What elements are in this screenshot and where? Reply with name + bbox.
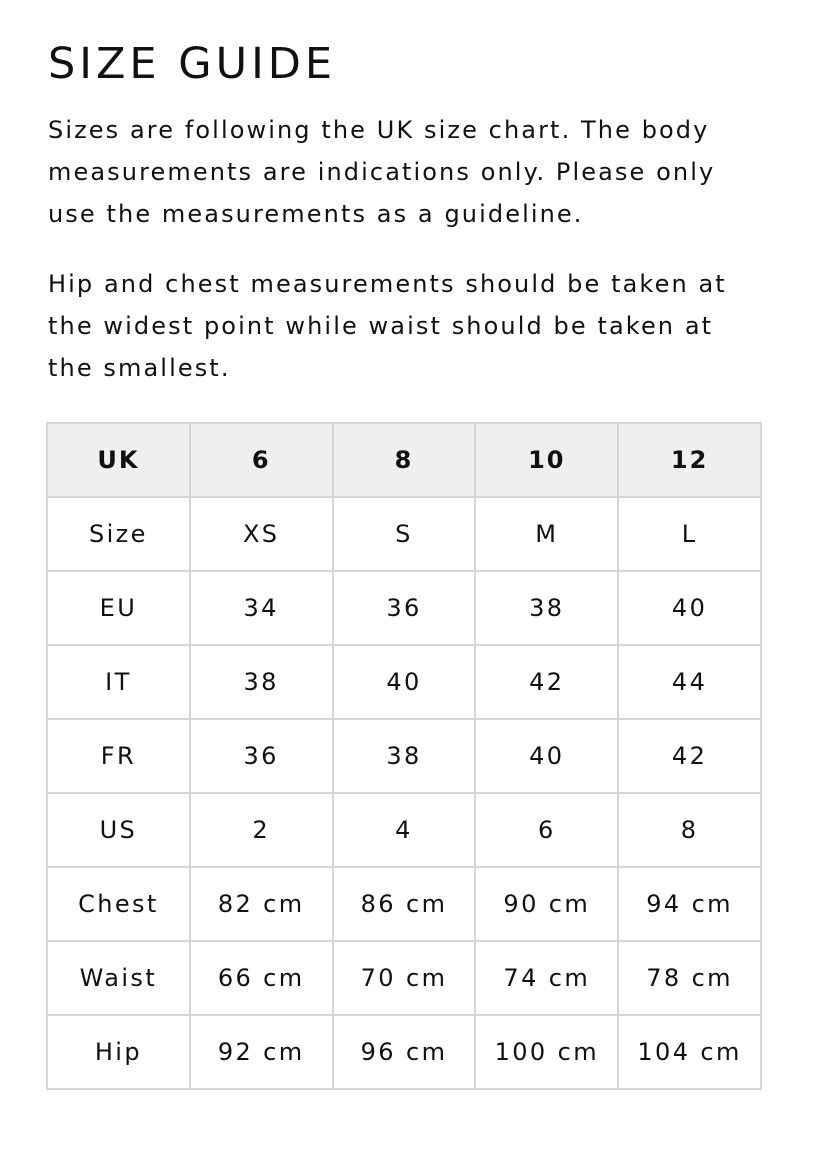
- table-cell: 96 cm: [333, 1015, 476, 1089]
- size-guide-content: [48, 36, 768, 389]
- table-row-eu: [47, 571, 761, 645]
- header-cell-12: 12: [618, 423, 761, 497]
- table-cell: 40: [333, 645, 476, 719]
- header-cell-10: 10: [475, 423, 618, 497]
- table-cell: 42: [475, 645, 618, 719]
- table-cell: 78 cm: [618, 941, 761, 1015]
- size-table: [46, 422, 762, 1090]
- table-cell: L: [618, 497, 761, 571]
- table-cell: 82 cm: [190, 867, 333, 941]
- table-cell: 86 cm: [333, 867, 476, 941]
- table-row-size: [47, 497, 761, 571]
- table-cell: 38: [475, 571, 618, 645]
- measuring-paragraph: Hip and chest measurements should be taken at the widest point while waist should be taken at the smallest.: [48, 270, 727, 382]
- table-cell: S: [333, 497, 476, 571]
- header-cell-6: 6: [190, 423, 333, 497]
- table-cell: 74 cm: [475, 941, 618, 1015]
- table-cell: 94 cm: [618, 867, 761, 941]
- table-cell: M: [475, 497, 618, 571]
- table-cell: 6: [475, 793, 618, 867]
- row-label-chest: Chest: [47, 867, 190, 941]
- table-cell: 4: [333, 793, 476, 867]
- table-row-fr: [47, 719, 761, 793]
- row-label-eu: EU: [47, 571, 190, 645]
- table-cell: 92 cm: [190, 1015, 333, 1089]
- table-cell: 34: [190, 571, 333, 645]
- size-table-container: [46, 422, 762, 1090]
- table-row-us: [47, 793, 761, 867]
- header-cell-8: 8: [333, 423, 476, 497]
- row-label-hip: Hip: [47, 1015, 190, 1089]
- table-row-chest: [47, 867, 761, 941]
- table-cell: 40: [475, 719, 618, 793]
- table-cell: 100 cm: [475, 1015, 618, 1089]
- table-cell: 42: [618, 719, 761, 793]
- table-cell: 38: [190, 645, 333, 719]
- table-row-waist: [47, 941, 761, 1015]
- table-cell: 2: [190, 793, 333, 867]
- table-cell: 36: [190, 719, 333, 793]
- row-label-waist: Waist: [47, 941, 190, 1015]
- table-cell: XS: [190, 497, 333, 571]
- intro-paragraph: Sizes are following the UK size chart. The body measurements are indications only. Please only use the measurements as a guideline.: [48, 116, 716, 228]
- table-cell: 70 cm: [333, 941, 476, 1015]
- header-cell-uk: UK: [47, 423, 190, 497]
- row-label-fr: FR: [47, 719, 190, 793]
- row-label-size: Size: [47, 497, 190, 571]
- table-cell: 66 cm: [190, 941, 333, 1015]
- table-header-row: [47, 423, 761, 497]
- row-label-us: US: [47, 793, 190, 867]
- table-cell: 40: [618, 571, 761, 645]
- table-cell: 104 cm: [618, 1015, 761, 1089]
- table-cell: 38: [333, 719, 476, 793]
- table-cell: 8: [618, 793, 761, 867]
- row-label-it: IT: [47, 645, 190, 719]
- table-cell: 44: [618, 645, 761, 719]
- table-row-it: [47, 645, 761, 719]
- page-title: SIZE GUIDE: [48, 39, 337, 89]
- table-cell: 90 cm: [475, 867, 618, 941]
- table-row-hip: [47, 1015, 761, 1089]
- table-cell: 36: [333, 571, 476, 645]
